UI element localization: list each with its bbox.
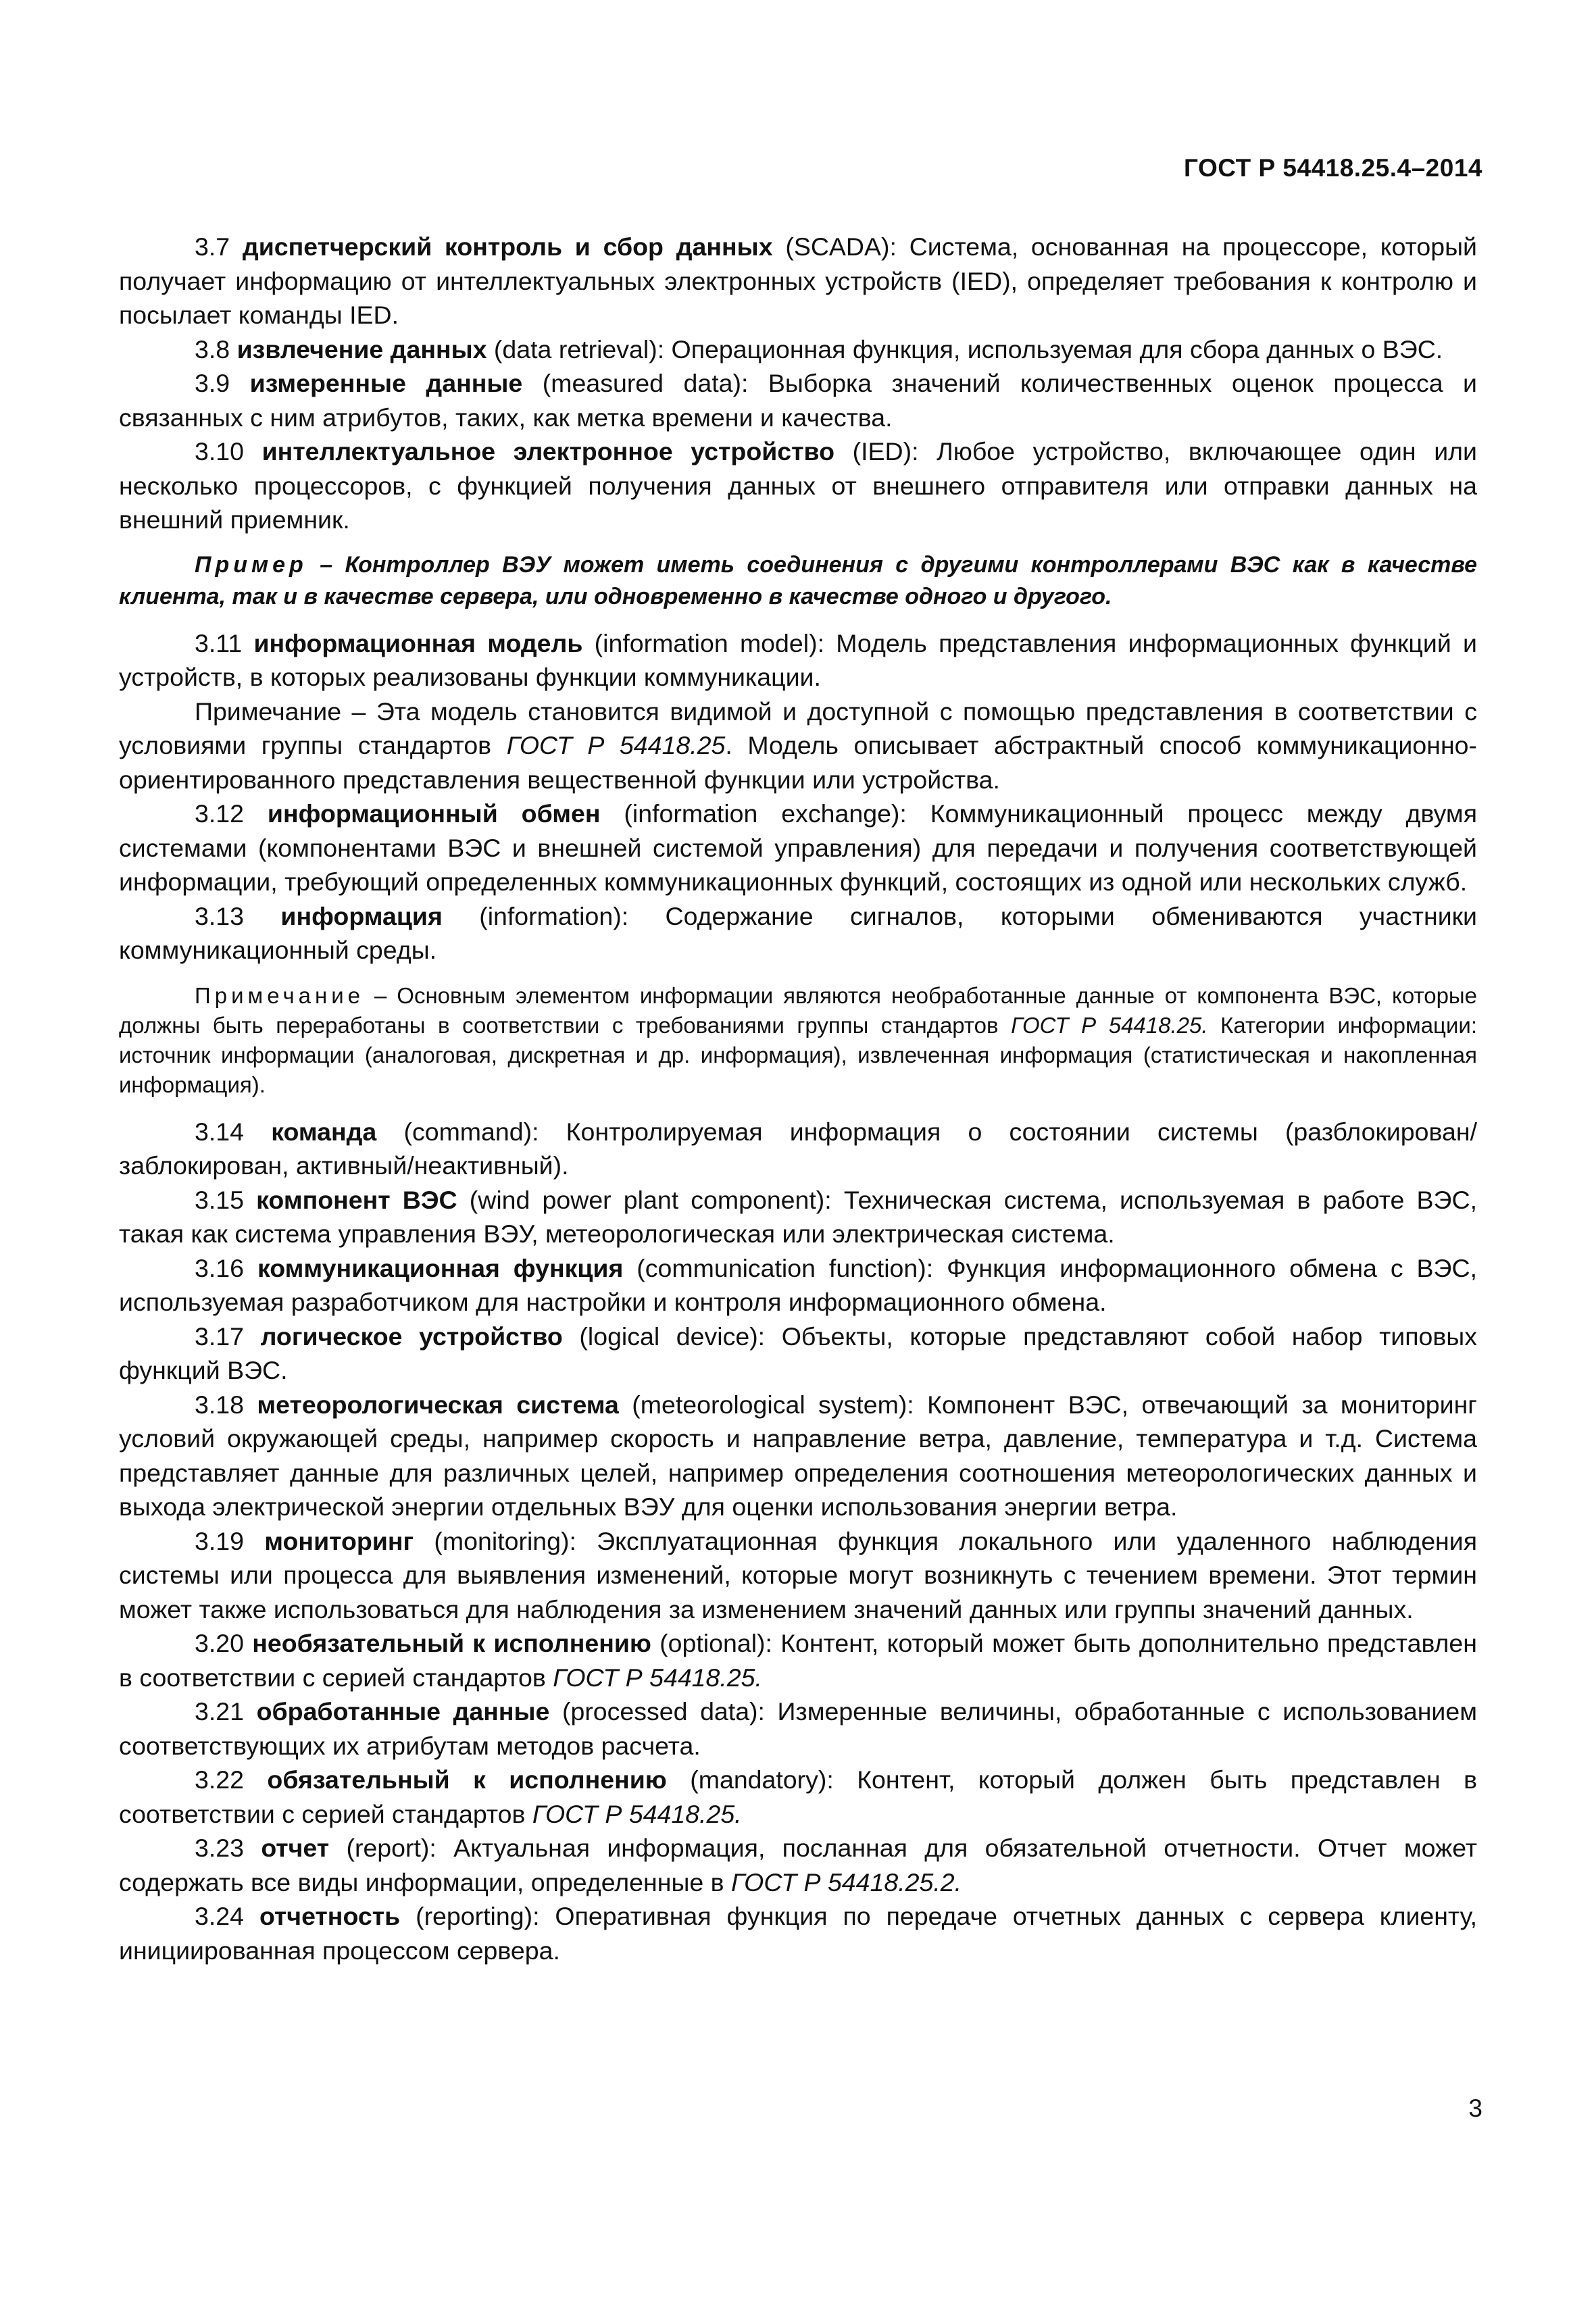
document-header: ГОСТ Р 54418.25.4–2014 xyxy=(1184,154,1482,182)
note-text: . Модель описывает абстрактный способ коммуникационно-ориентированного представления вещественной функции или устройства. xyxy=(119,731,1477,794)
definition-3-22 xyxy=(119,1763,1477,1831)
definition-text: (IED): Любое устройство, включающее один или несколько процессоров, с функцией получения данных от внешнего отправителя или отправки данных на внешний приемник. xyxy=(119,437,1477,534)
definition-3-12 xyxy=(119,797,1477,899)
example-text: – Контроллер ВЭУ может иметь соединения с другими контроллерами ВЭС как в качестве клиента, так и в качестве сервера, или одновременно в качестве одного и другого. xyxy=(119,551,1477,609)
definition-text: (communication function): Функция информационного обмена с ВЭС, используемая разработчиком для настройки и контроля информационного обмена. xyxy=(119,1253,1477,1316)
definition-term: диспетчерский контроль и сбор данных xyxy=(242,232,773,261)
definition-number: 3.16 xyxy=(195,1253,244,1282)
definition-text: (SCADA): Система, основанная на процессоре, который получает информацию от интеллектуальных электронных устройств (IED), определяет требования к контролю и посылает команды IED. xyxy=(119,232,1477,329)
note-text: Категории информации: источник информации (аналоговая, дискретная и др. информация), извлеченная информация (статистическая и накопленная информация). xyxy=(119,1012,1477,1097)
definition-number: 3.11 xyxy=(195,628,243,657)
document-body xyxy=(119,230,1477,1967)
definition-number: 3.13 xyxy=(195,901,244,930)
definition-number: 3.7 xyxy=(195,232,230,261)
definition-3-13 xyxy=(119,899,1477,967)
note-3-11 xyxy=(119,695,1477,797)
note-text: – Основным элементом информации являются необработанные данные от компонента ВЭС, которые должны быть переработаны в соответствии с требованиями группы стандартов xyxy=(119,982,1477,1038)
definition-text: (report): Актуальная информация, посланная для обязательной отчетности. Отчет может содержать все виды информации, определенные в xyxy=(119,1834,1477,1896)
standard-reference: ГОСТ Р 54418.25.2. xyxy=(731,1867,962,1896)
definition-text: (information): Содержание сигналов, которыми обмениваются участники коммуникационный среды. xyxy=(119,901,1477,964)
standard-reference: ГОСТ Р 54418.25. xyxy=(532,1799,742,1828)
note-label: Примечание xyxy=(195,982,365,1008)
definition-term: информационная модель xyxy=(253,628,583,657)
definition-term: обработанные данные xyxy=(256,1697,550,1726)
definition-term: интеллектуальное электронное устройство xyxy=(261,437,834,466)
page-number: 3 xyxy=(1468,2094,1482,2122)
definition-3-11 xyxy=(119,626,1477,695)
standard-reference: ГОСТ Р 54418.25. xyxy=(553,1663,762,1692)
definition-term: коммуникационная функция xyxy=(257,1253,624,1282)
definition-number: 3.20 xyxy=(195,1629,244,1657)
definition-number: 3.22 xyxy=(195,1765,244,1794)
definition-term: логическое устройство xyxy=(260,1322,563,1351)
note-text: Примечание – Эта модель становится видимой и доступной с помощью представления в соответствии с условиями группы стандартов xyxy=(119,697,1477,759)
definition-term: метеорологическая система xyxy=(257,1390,619,1419)
definition-text: (information exchange): Коммуникационный процесс между двумя системами (компонентами ВЭС и внешней системой управления) для передачи и получения соответствующей информации, требующий определенных коммуникационных функций, состоящих из одной или нескольких служб. xyxy=(119,799,1477,896)
definition-text: (processed data): Измеренные величины, обработанные с использованием соответствующих их атрибутам методов расчета. xyxy=(119,1697,1477,1760)
definition-text: (measured data): Выборка значений количественных оценок процесса и связанных с ним атрибутов, таких, как метка времени и качества. xyxy=(119,369,1477,432)
definition-3-14 xyxy=(119,1115,1477,1183)
definition-3-16 xyxy=(119,1251,1477,1319)
definition-number: 3.14 xyxy=(195,1117,244,1146)
definition-text: (monitoring): Эксплуатационная функция локального или удаленного наблюдения системы или процесса для выявления изменений, которые могут возникнуть с течением времени. Этот термин может также использоваться для наблюдения за изменением значений данных или группы значений данных. xyxy=(119,1526,1478,1624)
definition-term: необязательный к исполнению xyxy=(252,1629,651,1657)
definition-3-19 xyxy=(119,1524,1477,1627)
example-label: Пример xyxy=(195,551,307,578)
definition-3-21 xyxy=(119,1694,1477,1763)
definition-number: 3.8 xyxy=(195,334,230,363)
definition-term: мониторинг xyxy=(264,1526,414,1555)
definition-term: отчетность xyxy=(259,1902,401,1930)
definition-number: 3.12 xyxy=(195,799,244,828)
definition-number: 3.18 xyxy=(195,1390,244,1419)
definition-number: 3.23 xyxy=(195,1834,244,1862)
definition-term: обязательный к исполнению xyxy=(267,1765,667,1794)
definition-3-24 xyxy=(119,1899,1477,1967)
definition-text: (optional): Контент, который может быть дополнительно представлен в соответствии с серией стандартов xyxy=(119,1629,1477,1692)
definition-number: 3.24 xyxy=(195,1902,244,1930)
definition-3-23 xyxy=(119,1831,1477,1899)
definition-number: 3.9 xyxy=(195,369,230,397)
example-3-10 xyxy=(119,549,1477,613)
definition-text: (command): Контролируемая информация о состоянии системы (разблокирован/заблокирован, активный/неактивный). xyxy=(119,1117,1477,1180)
definition-number: 3.19 xyxy=(195,1526,244,1555)
definition-3-20 xyxy=(119,1626,1477,1694)
definition-text: (reporting): Оперативная функция по передаче отчетных данных с сервера клиенту, инициированная процессом сервера. xyxy=(119,1902,1477,1965)
definition-3-7 xyxy=(119,230,1477,332)
definition-3-9 xyxy=(119,366,1477,434)
definition-term: компонент ВЭС xyxy=(256,1185,457,1214)
definition-text: (wind power plant component): Техническая система, используемая в работе ВЭС, такая как система управления ВЭУ, метеорологическая или электрическая система. xyxy=(119,1185,1478,1248)
note-3-13 xyxy=(119,981,1477,1100)
definition-text: (information model): Модель представления информационных функций и устройств, в которых реализованы функции коммуникации. xyxy=(119,628,1477,691)
definition-3-17 xyxy=(119,1319,1477,1388)
definition-term: отчет xyxy=(261,1834,330,1862)
definition-3-18 xyxy=(119,1388,1477,1524)
definition-number: 3.15 xyxy=(195,1185,244,1214)
definition-text: (mandatory): Контент, который должен быть представлен в соответствии с серией стандартов xyxy=(119,1765,1478,1828)
definition-term: измеренные данные xyxy=(249,369,523,397)
standard-reference: ГОСТ Р 54418.25 xyxy=(506,731,726,759)
standard-reference: ГОСТ Р 54418.25. xyxy=(1011,1012,1208,1038)
definition-number: 3.21 xyxy=(195,1697,244,1726)
definition-term: информация xyxy=(280,901,443,930)
definition-term: команда xyxy=(271,1117,377,1146)
definition-text: (meteorological system): Компонент ВЭС, отвечающий за мониторинг условий окружающей среды, например скорость и направление ветра, давление, температура и т.д. Система представляет данные для различных целей, например определения соотношения метеорологических данных и выхода электрической энергии отдельных ВЭУ для оценки использования энергии ветра. xyxy=(119,1390,1477,1521)
definition-3-8 xyxy=(119,332,1477,367)
definition-number: 3.10 xyxy=(195,437,244,466)
definition-number: 3.17 xyxy=(195,1322,244,1351)
definition-text: (logical device): Объекты, которые представляют собой набор типовых функций ВЭС. xyxy=(119,1322,1477,1384)
definition-term: извлечение данных xyxy=(236,334,487,363)
definition-3-10 xyxy=(119,434,1477,537)
definition-3-15 xyxy=(119,1183,1477,1251)
definition-term: информационный обмен xyxy=(267,799,601,828)
definition-text: (data retrieval): Операционная функция, используемая для сбора данных о ВЭС. xyxy=(487,334,1443,363)
